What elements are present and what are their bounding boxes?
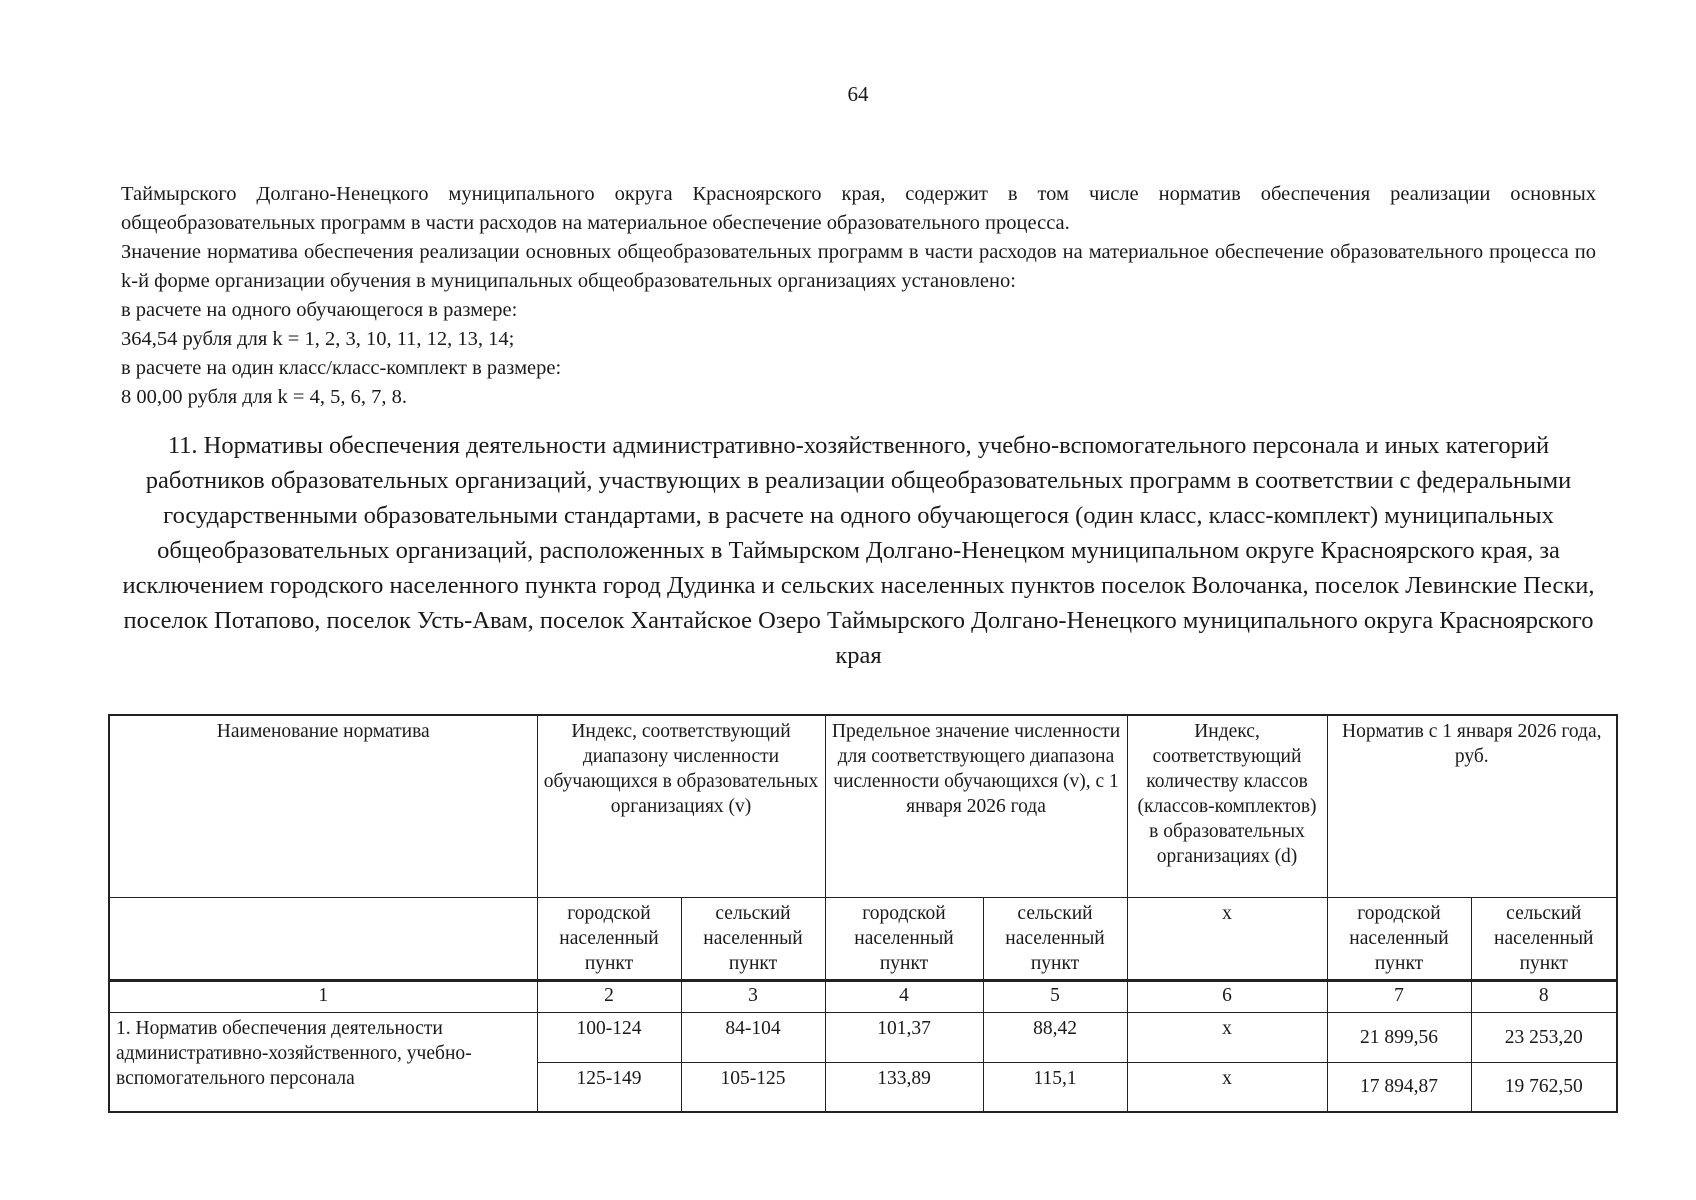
table-cell: 115,1: [983, 1062, 1127, 1112]
subheader-empty: [109, 897, 537, 980]
table-cell: 105-125: [681, 1062, 825, 1112]
page-number: 64: [847, 82, 869, 106]
col-number: 2: [537, 980, 681, 1012]
table-cell: 133,89: [825, 1062, 983, 1112]
table-cell: 19 762,50: [1471, 1062, 1617, 1112]
table-cell: 88,42: [983, 1012, 1127, 1062]
table-cell: 21 899,56: [1327, 1012, 1471, 1062]
header-index-d: Индекс, соответствующий количеству классов (классов-комплектов) в образовательных организациях (d): [1127, 715, 1327, 897]
intro-paragraph-2: Значение норматива обеспечения реализации основных общеобразовательных программ в части расходов на материальное обеспечение образовательного процесса по k-й форме организации обучения в муниципальных общеобразовательных организациях установлено:: [121, 241, 1596, 292]
table-cell: 100-124: [537, 1012, 681, 1062]
subheader-index-urban: городской населенный пункт: [537, 897, 681, 980]
header-name: Наименование норматива: [109, 715, 537, 897]
col-number: 3: [681, 980, 825, 1012]
subheader-index-d-x: х: [1127, 897, 1327, 980]
subheader-norm-urban: городской населенный пункт: [1327, 897, 1471, 980]
intro-text: [121, 180, 1596, 412]
intro-line-per-class: в расчете на один класс/класс-комплект в размере:: [121, 357, 562, 379]
table-cell: х: [1127, 1012, 1327, 1062]
subheader-index-rural: сельский населенный пункт: [681, 897, 825, 980]
header-index-v: Индекс, соответствующий диапазону численности обучающихся в образовательных организациях (v): [537, 715, 825, 897]
table-cell: 17 894,87: [1327, 1062, 1471, 1112]
intro-line-per-student: в расчете на одного обучающегося в размере:: [121, 299, 518, 321]
table-cell: 101,37: [825, 1012, 983, 1062]
table-row: [109, 1012, 1617, 1062]
intro-value-per-class: 8 00,00 рубля для k = 4, 5, 6, 7, 8.: [121, 386, 407, 408]
col-number: 8: [1471, 980, 1617, 1012]
norms-table: [108, 714, 1618, 1113]
header-norm: Норматив с 1 января 2026 года, руб.: [1327, 715, 1617, 897]
col-number: 5: [983, 980, 1127, 1012]
col-number: 1: [109, 980, 537, 1012]
table-cell: х: [1127, 1062, 1327, 1112]
table-cell: 23 253,20: [1471, 1012, 1617, 1062]
subheader-limit-urban: городской населенный пункт: [825, 897, 983, 980]
section-heading: 11. Нормативы обеспечения деятельности административно-хозяйственного, учебно-вспомогательного персонала и иных категорий работников образовательных организаций, участвующих в реализации общеобразовательных программ в соответствии с федеральными государственными образовательными стандартами, в расчете на одного обучающегося (один класс, класс-комплект) муниципальных общеобразовательных организаций, расположенных в Таймырском Долгано-Ненецком муниципальном округе Красноярского края, за исключением городского населенного пункта город Дудинка и сельских населенных пунктов поселок Волочанка, поселок Левинские Пески, поселок Потапово, поселок Усть-Авам, поселок Хантайское Озеро Таймырского Долгано-Ненецкого муниципального округа Красноярского края: [122, 432, 1595, 669]
table-cell: 84-104: [681, 1012, 825, 1062]
col-number: 4: [825, 980, 983, 1012]
table-cell: 125-149: [537, 1062, 681, 1112]
col-number: 7: [1327, 980, 1471, 1012]
col-number: 6: [1127, 980, 1327, 1012]
subheader-norm-rural: сельский населенный пункт: [1471, 897, 1617, 980]
subheader-limit-rural: сельский населенный пункт: [983, 897, 1127, 980]
row-label: 1. Норматив обеспечения деятельности административно-хозяйственного, учебно-вспомогательного персонала: [109, 1012, 537, 1112]
intro-value-per-student: 364,54 рубля для k = 1, 2, 3, 10, 11, 12, 13, 14;: [121, 328, 515, 350]
header-limit: Предельное значение численности для соответствующего диапазона численности обучающихся (v), с 1 января 2026 года: [825, 715, 1127, 897]
intro-paragraph-1: Таймырского Долгано-Ненецкого муниципального округа Красноярского края, содержит в том числе норматив обеспечения реализации основных общеобразовательных программ в части расходов на материальное обеспечение образовательного процесса.: [121, 183, 1596, 234]
